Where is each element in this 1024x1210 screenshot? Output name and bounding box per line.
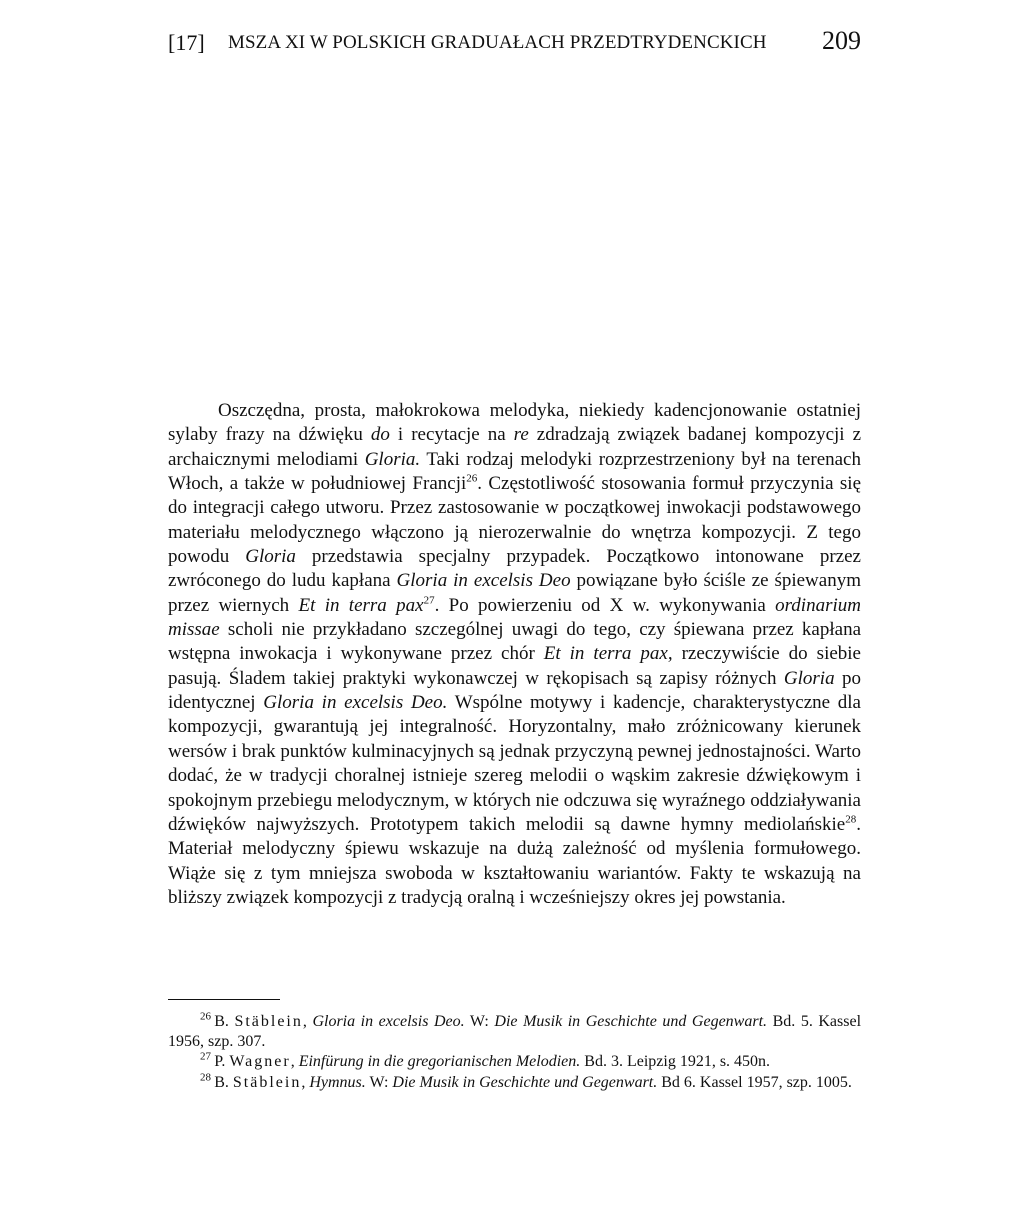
footnote-title: Gloria in excelsis Deo. — [312, 1013, 465, 1030]
body-text-run: przedstawia specjalny przypadek. Początkowo intonowane przez zwróconego do ludu kapłana — [168, 546, 861, 592]
body-italic-run: Gloria. — [364, 448, 421, 470]
footnote-26 — [168, 1012, 861, 1051]
footnote-separator-text: , — [302, 1013, 313, 1030]
page-number: 209 — [822, 26, 861, 55]
body-italic-run: Gloria — [783, 667, 835, 689]
body-italic-run: Et in terra pax — [298, 594, 424, 616]
body-italic-run: re — [513, 424, 529, 446]
body-text-run: powiązane było ściśle ze śpiewanym przez wiernych — [168, 570, 861, 616]
footnote-number: 28 — [200, 1071, 211, 1084]
body-italic-run: Et in terra pax, — [543, 643, 673, 665]
footnote-text: Bd. 5. Kassel 1956, szp. 307. — [168, 1013, 862, 1050]
footnote-28 — [168, 1073, 861, 1093]
body-paragraph — [168, 399, 861, 910]
body-text-run: Oszczędna, prosta, małokrokowa melodyka, niekiedy kadencjonowanie ostatniej sylaby frazy na dźwięku — [168, 400, 861, 446]
footnote-reference-28[interactable]: 28 — [845, 813, 857, 826]
body-text-run: . Częstotliwość stosowania formuł przyczynia się do integracji całego utworu. Przez zastosowanie w początkowej inwokacji podstawowego materiału melodycznego włączono ją nierozerwalnie do wnętrza kompozycji. Z tego powodu — [168, 473, 861, 568]
footnote-author: Stäblein — [232, 1073, 302, 1091]
running-title: MSZA XI W POLSKICH GRADUAŁACH PRZEDTRYDENCKICH — [228, 32, 767, 53]
footnote-title: Hymnus. — [309, 1073, 366, 1091]
footnote-reference-26[interactable]: 26 — [466, 472, 478, 485]
footnote-text: W: — [464, 1013, 495, 1030]
body-text-run: . Materiał melodyczny śpiewu wskazuje na dużą zależność od myślenia formułowego. Wiąże się z tym mniejsza swoboda w kształtowaniu wariantów. Fakty te wskazują na bliższy związek kompozycji z tradycją oralną i wcześniejszy okres jej powstania. — [168, 813, 861, 908]
section-number: [17] — [168, 30, 205, 55]
footnote-work: Die Musik in Geschichte und Gegenwart. — [494, 1013, 768, 1030]
footnote-author-initial: P. — [214, 1053, 226, 1070]
footnote-separator — [168, 999, 280, 1000]
footnote-text: W: — [365, 1073, 393, 1091]
body-italic-run: Gloria — [245, 546, 296, 568]
body-text-run: po identycznej — [168, 667, 861, 714]
footnote-author-initial: B. — [214, 1073, 229, 1091]
body-italic-run: ordinarium missae — [168, 594, 861, 641]
footnote-work: Die Musik in Geschichte und Gegenwart. — [392, 1073, 658, 1091]
footnote-reference-27[interactable]: 27 — [423, 594, 435, 607]
footnote-author: Stäblein — [234, 1013, 303, 1030]
footnote-number: 26 — [200, 1010, 211, 1023]
footnote-text: Bd. 3. Leipzig 1921, s. 450n. — [580, 1053, 771, 1070]
footnote-27 — [168, 1052, 861, 1072]
body-text-run: Wspólne motywy i kadencje, charakterystyczne dla kompozycji, gwarantują jej integralność. Horyzontalny, mało zróżnicowany kierunek wersów i brak punktów kulminacyjnych są jednak przyczyną pewnej jednostajności. Warto dodać, że w tradycji choralnej istnieje szereg melodii o wąskim zakresie dźwiękowym i spokojnym przebiegu melodycznym, w których nie odczuwa się wyraźnego oddziaływania dźwięków najwyższych. Prototypem takich melodii są dawne hymny mediolańskie — [168, 692, 862, 835]
body-italic-run: do — [370, 424, 390, 446]
body-text-run: i recytacje na — [389, 424, 514, 446]
footnote-separator-text: , — [301, 1073, 310, 1091]
body-italic-run: Gloria in excelsis Deo. — [263, 692, 448, 714]
footnote-author-initial: B. — [214, 1013, 229, 1030]
footnote-author: Wagner — [229, 1053, 291, 1070]
footnotes — [168, 1012, 861, 1093]
footnote-text: Bd 6. Kassel 1957, szp. 1005. — [657, 1073, 852, 1091]
body-text-run: rzeczywiście do siebie pasują. Śladem takiej praktyki wykonawczej w rękopisach są zapisy różnych — [168, 643, 861, 689]
body-text-run: . Po powierzeniu od X w. wykonywania — [434, 594, 776, 616]
running-header — [168, 26, 861, 62]
body-text-run: zdradzają związek badanej kompozycji z archaicznymi melodiami — [168, 424, 861, 470]
body-italic-run: Gloria in excelsis Deo — [396, 570, 571, 592]
footnote-separator-text: , — [290, 1053, 299, 1070]
footnote-number: 27 — [200, 1050, 211, 1063]
body-text-run: scholi nie przykładano szczególnej uwagi do tego, czy śpiewana przez kapłana wstępna inwokacja i wykonywane przez chór — [168, 619, 861, 665]
body-text-run: Taki rodzaj melodyki rozprzestrzeniony był na terenach Włoch, a także w południowej Francji — [168, 448, 861, 495]
footnote-title: Einfürung in die gregorianischen Melodien. — [298, 1053, 581, 1070]
